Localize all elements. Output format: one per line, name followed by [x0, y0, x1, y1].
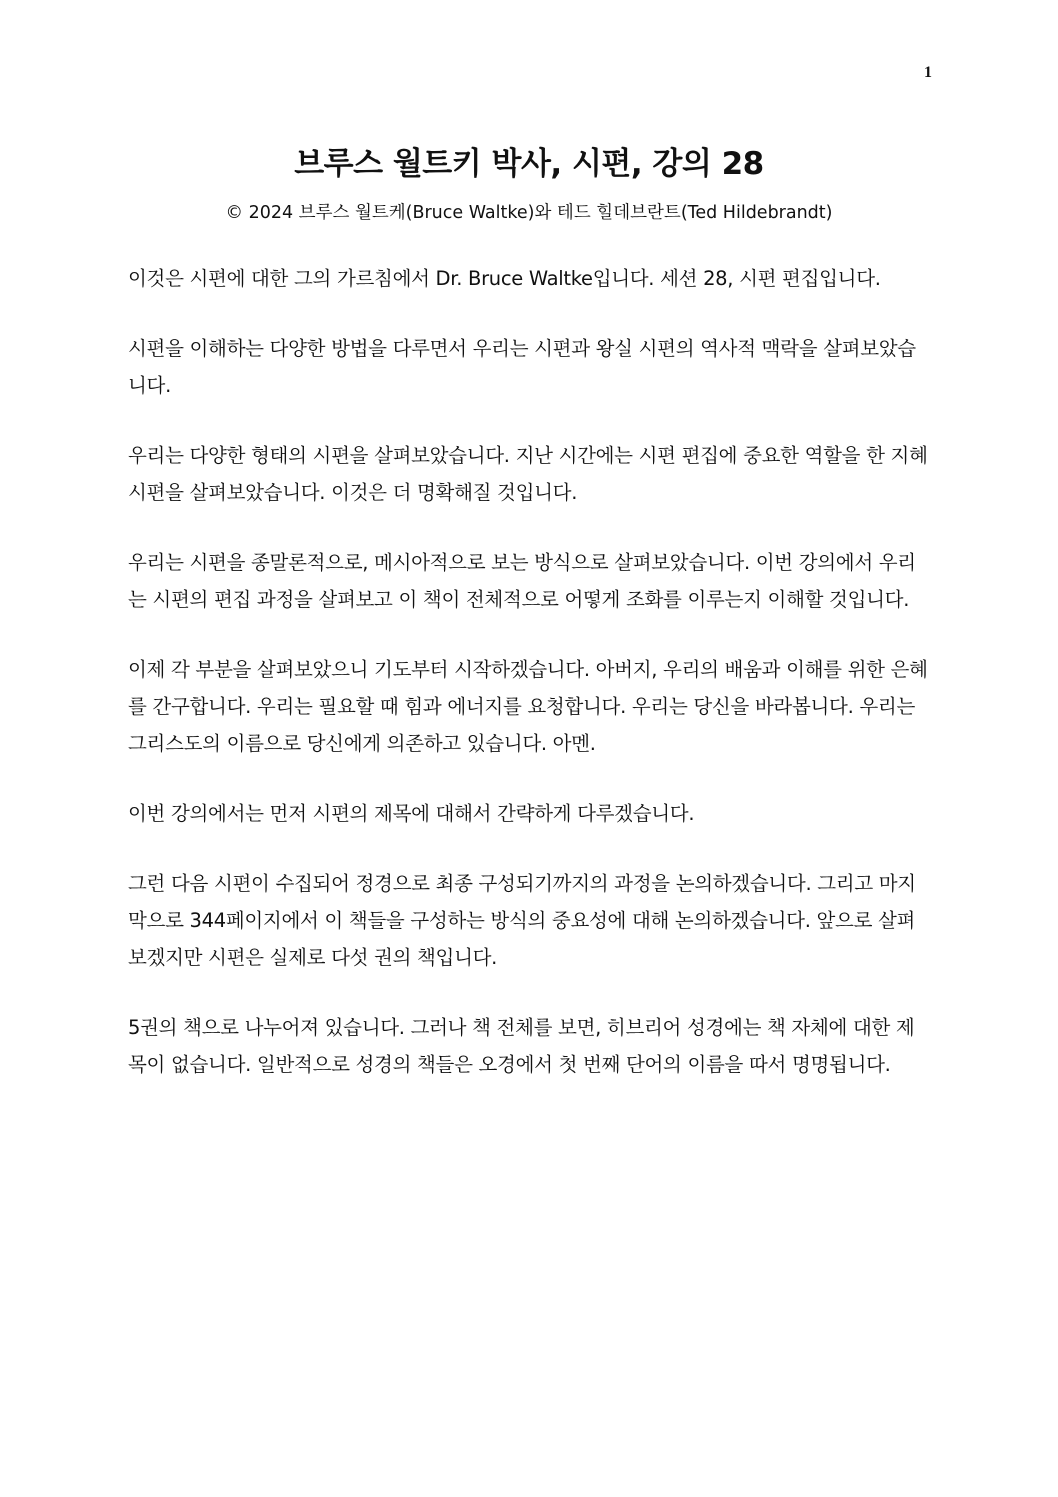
paragraph-prayer: 이제 각 부분을 살펴보았으니 기도부터 시작하겠습니다. 아버지, 우리의 배움과 이해를 위한 은혜를 간구합니다. 우리는 필요할 때 힘과 에너지를 요청합니다. 우리는 당신을 바라봅니다. 우리는 그리스도의 이름으로 당신에게 의존하고 있습니다. 아멘.: [128, 658, 928, 755]
paragraph-titles: 이번 강의에서는 먼저 시편의 제목에 대해서 간략하게 다루겠습니다.: [128, 802, 695, 825]
document-body: [128, 260, 928, 1116]
paragraph-collection: 그런 다음 시편이 수집되어 정경으로 최종 구성되기까지의 과정을 논의하겠습니다. 그리고 마지막으로 344페이지에서 이 책들을 구성하는 방식의 중요성에 대해 논의하겠습니다. 앞으로 살펴보겠지만 시편은 실제로 다섯 권의 책입니다.: [128, 872, 916, 969]
paragraph-wisdom-psalms: 우리는 다양한 형태의 시편을 살펴보았습니다. 지난 시간에는 시편 편집에 중요한 역할을 한 지혜시편을 살펴보았습니다. 이것은 더 명확해질 것입니다.: [128, 444, 928, 504]
paragraph-five-books: 5권의 책으로 나누어져 있습니다. 그러나 책 전체를 보면, 히브리어 성경에는 책 자체에 대한 제목이 없습니다. 일반적으로 성경의 책들은 오경에서 첫 번째 단어의 이름을 따서 명명됩니다.: [128, 1016, 915, 1076]
copyright-line: © 2024 브루스 월트케(Bruce Waltke)와 테드 힐데브란트(Ted Hildebrandt): [225, 203, 833, 223]
paragraph-intro: 이것은 시편에 대한 그의 가르침에서 Dr. Bruce Waltke입니다. 세션 28, 시편 편집입니다.: [128, 267, 881, 290]
page-number: 1: [924, 64, 932, 81]
document-title: 브루스 월트키 박사, 시편, 강의 28: [294, 146, 764, 182]
paragraph-editing-process: 우리는 시편을 종말론적으로, 메시아적으로 보는 방식으로 살펴보았습니다. 이번 강의에서 우리는 시편의 편집 과정을 살펴보고 이 책이 전체적으로 어떻게 조화를 이루는지 이해할 것입니다.: [128, 551, 916, 611]
paragraph-context: 시편을 이해하는 다양한 방법을 다루면서 우리는 시편과 왕실 시편의 역사적 맥락을 살펴보았습니다.: [128, 337, 916, 397]
